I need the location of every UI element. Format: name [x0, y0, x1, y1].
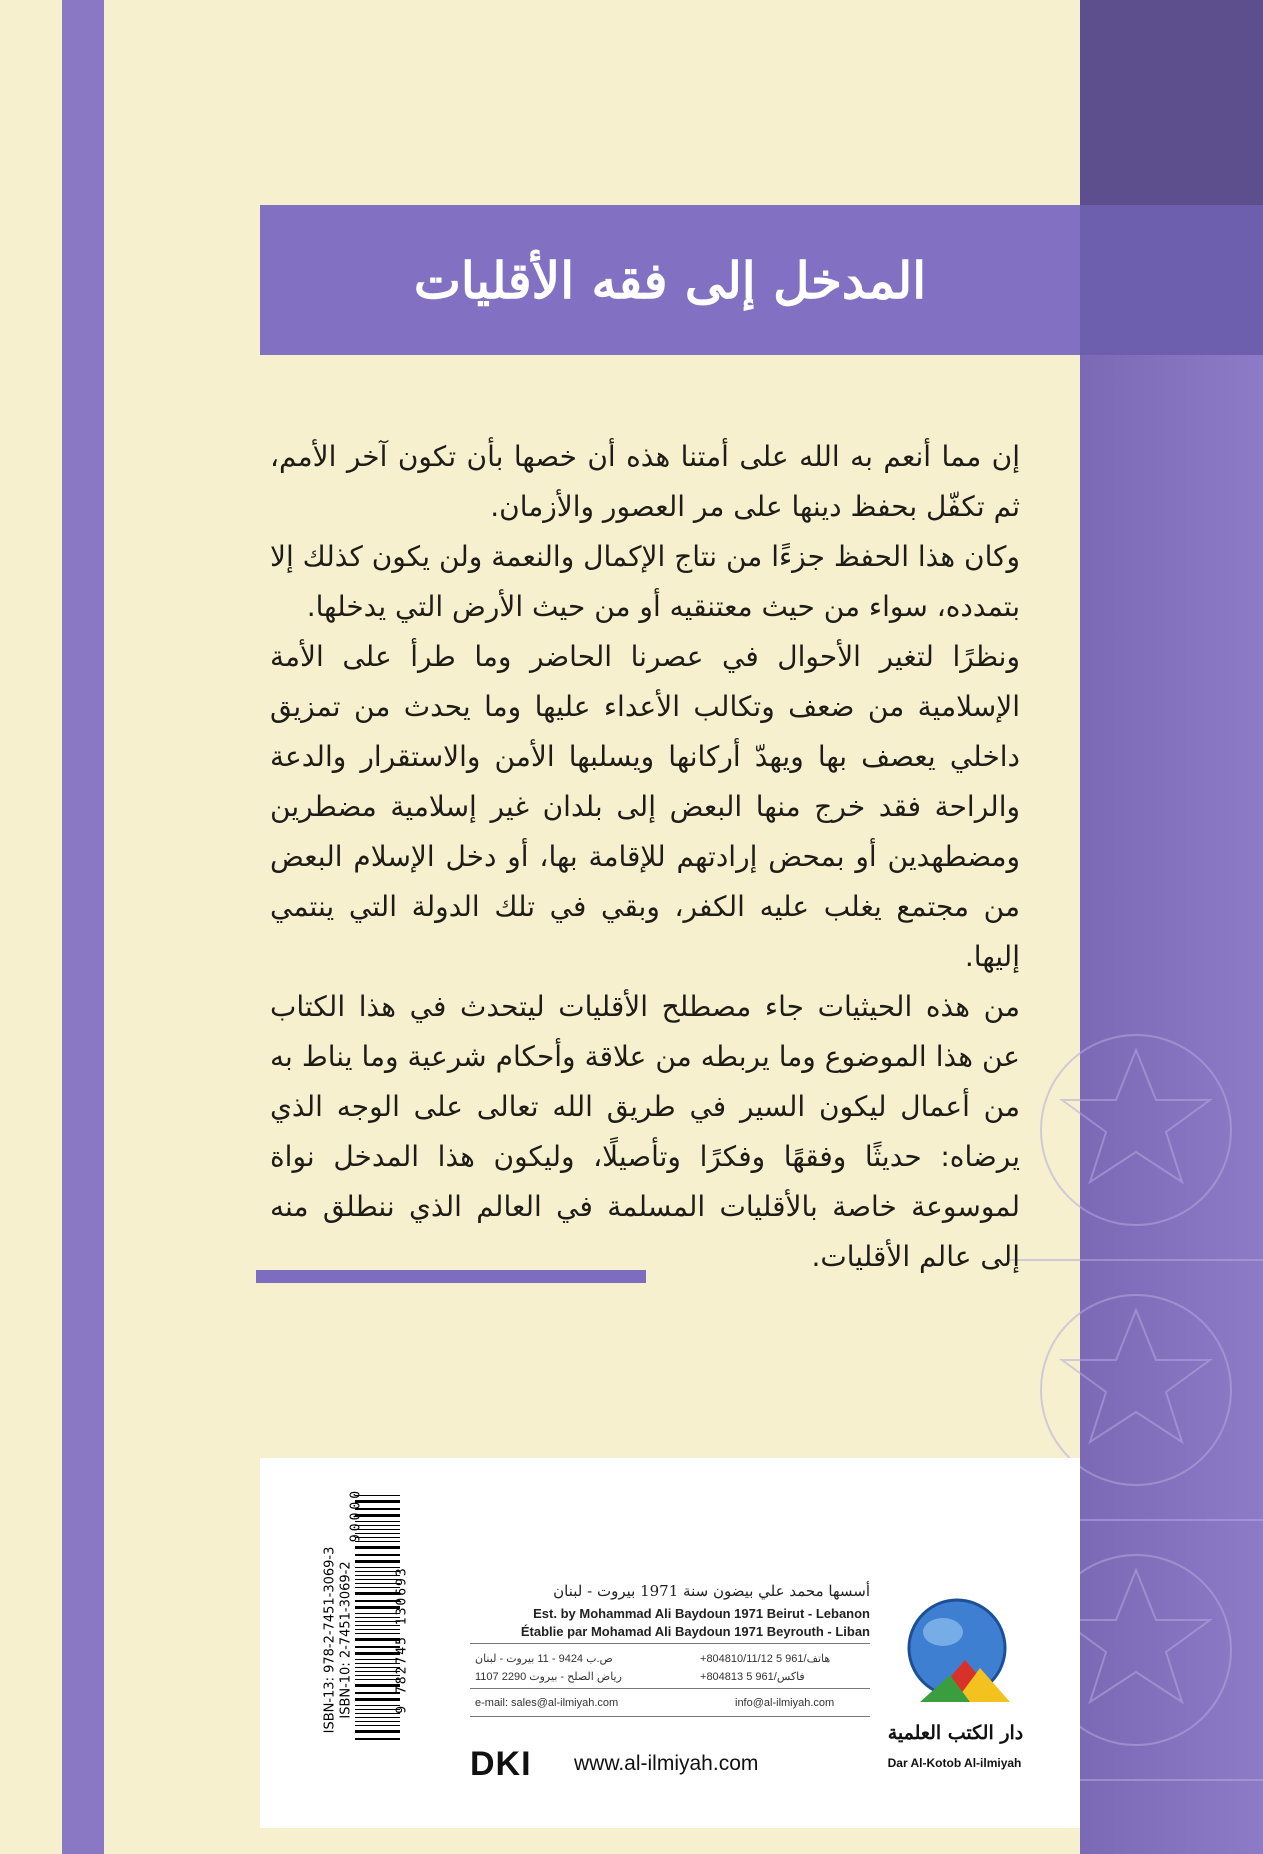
publisher-founded-ar: أسسها محمد علي بيضون سنة 1971 بيروت - لبنان: [553, 1582, 870, 1600]
email-sales[interactable]: e-mail: sales@al-ilmiyah.com: [475, 1697, 619, 1709]
barcode-bar: [355, 1652, 400, 1655]
email-info[interactable]: info@al-ilmiyah.com: [735, 1697, 835, 1709]
blurb-paragraph-3: ونظرًا لتغير الأحوال في عصرنا الحاضر وما طرأ على الأمة الإسلامية من ضعف وتكالب الأعداء عليها وما يحدث من تمزيق داخلي يعصف بها ويهدّ أركانها ويسلبها الأمن والاستقرار والدعة والراحة فقد خرج منها البعض إلى بلدان غير إسلامية مضطرين ومضطهدين أو بمحض إرادتهم للإقامة بها، أو دخل الإسلام البعض من مجتمع يغلب عليه الكفر، وبقي في تلك الدولة التي ينتمي إليها.: [270, 640, 1020, 973]
barcode-bar: [355, 1667, 400, 1668]
barcode-bar: [355, 1721, 400, 1722]
barcode-bar: [355, 1730, 400, 1733]
barcode-bar: [355, 1613, 400, 1614]
barcode-bar: [355, 1600, 400, 1602]
publisher-logo-en: Dar Al-Kotob Al-ilmiyah: [887, 1756, 1022, 1770]
barcode-bar: [355, 1579, 400, 1580]
barcode-bar: [355, 1638, 400, 1641]
separator: [470, 1643, 870, 1644]
barcode-bar: [355, 1725, 400, 1726]
book-title: المدخل إلى فقه الأقليات: [413, 250, 927, 310]
barcode-bar: [355, 1587, 400, 1588]
blurb-paragraph-4: من هذه الحيثيات جاء مصطلح الأقليات ليتحدث في هذا الكتاب عن هذا الموضوع وما يربطه من علاقة وأحكام شرعية وما يناط به من أعمال ليكون السير في طريق الله تعالى على الوجه الذي يرضاه: حديثًا وفقهًا وفكرًا وتأصيلًا، وليكون هذا المدخل نواة لموسوعة خاصة بالأقليات المسلمة في العالم الذي ننطلق منه إلى عالم الأقليات.: [270, 990, 1020, 1273]
price-code: 90000: [348, 1487, 364, 1543]
barcode-bar: [355, 1663, 400, 1664]
barcode-bar: [355, 1646, 400, 1648]
barcode-digits: 9 782745 130693: [394, 1566, 410, 1714]
divider-rule: [256, 1270, 646, 1283]
separator: [470, 1716, 870, 1717]
barcode-bar: [355, 1698, 400, 1701]
publisher-fax: فاكس/961 5 804813+: [700, 1671, 805, 1683]
publisher-logo-ar: دار الكتب العلمية: [887, 1722, 1024, 1744]
right-dark-block: [1080, 0, 1263, 205]
globe-logo-icon: [895, 1590, 1025, 1720]
barcode-bar: [355, 1705, 400, 1706]
blurb-paragraph-1: إن مما أنعم به الله على أمتنا هذه أن خصها بأن تكون آخر الأمم، ثم تكفّل بحفظ دينها على مر العصور والأزمان.: [270, 440, 1020, 523]
barcode-bar: [355, 1617, 400, 1618]
isbn10: ISBN-10: 2-7451-3069-2: [338, 1561, 354, 1719]
barcode-bar: [355, 1633, 400, 1634]
barcode-bar: [355, 1621, 400, 1622]
blurb-paragraph-2: وكان هذا الحفظ جزءًا من نتاج الإكمال والنعمة ولن يكون كذلك إلا بتمدده، سواء من حيث معتنقيه أو من حيث الأرض التي يدخلها.: [270, 540, 1020, 623]
publisher-pobox: ص.ب 9424 - 11 بيروت - لبنان: [475, 1653, 613, 1665]
barcode-bar: [355, 1738, 400, 1740]
left-purple-strip: [62, 0, 104, 1854]
barcode-bar: [355, 1606, 400, 1609]
publisher-est-fr: Établie par Mohamad Ali Baydoun 1971 Beyrouth - Liban: [520, 1624, 870, 1639]
barcode-bar: [355, 1684, 400, 1687]
publisher-est-en: Est. by Mohammad Ali Baydoun 1971 Beirut - Lebanon: [533, 1606, 870, 1621]
barcode-bar: [355, 1659, 400, 1660]
publisher-phone: هاتف/961 5 804810/11/12+: [700, 1653, 831, 1665]
barcode-bar: [355, 1592, 400, 1595]
blurb: [270, 432, 1020, 1282]
barcode-bar: [355, 1679, 400, 1680]
publisher-address: رياض الصلح - بيروت 2290 1107: [475, 1671, 622, 1683]
separator: [470, 1688, 870, 1689]
barcode-bar: [355, 1717, 400, 1718]
website-link[interactable]: www.al-ilmiyah.com: [574, 1752, 759, 1775]
barcode-bar: [355, 1583, 400, 1584]
barcode-bar: [355, 1575, 400, 1576]
isbn13: ISBN-13: 978-2-7451-3069-3: [322, 1546, 338, 1734]
barcode-bar: [355, 1692, 400, 1694]
barcode-bar: [355, 1675, 400, 1676]
barcode-bar: [355, 1671, 400, 1672]
barcode-bar: [355, 1571, 400, 1572]
barcode-bar: [355, 1709, 400, 1710]
dki-logo: DKI: [470, 1745, 532, 1783]
title-band-right: [1080, 205, 1263, 355]
barcode-bar: [355, 1713, 400, 1714]
barcode-bar: [355, 1625, 400, 1626]
barcode-bar: [355, 1629, 400, 1630]
